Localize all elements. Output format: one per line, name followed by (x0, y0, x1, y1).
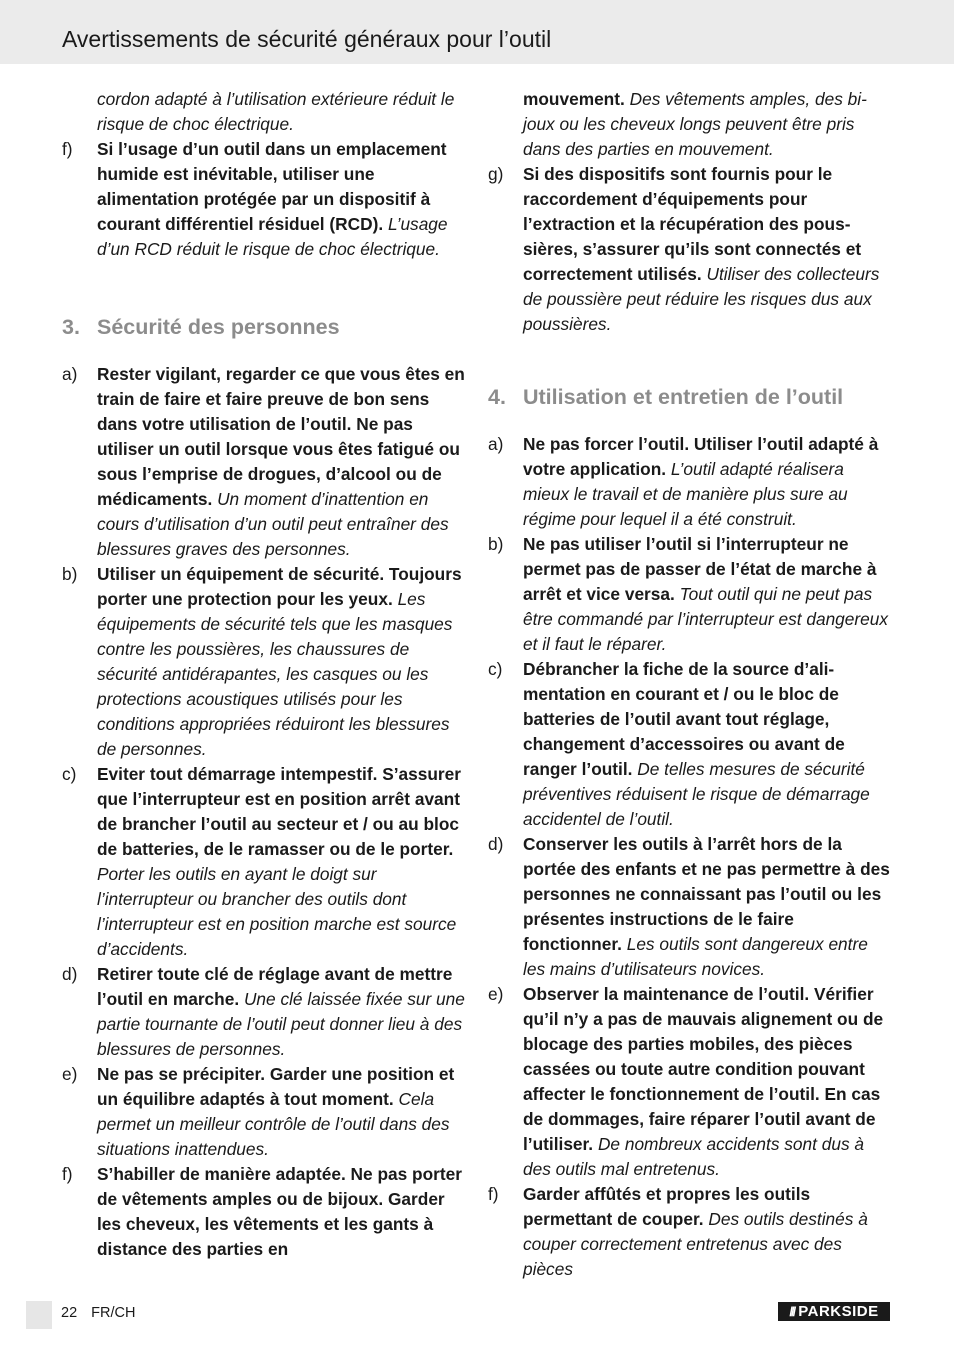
logo-stripes-icon: /// (789, 1304, 795, 1319)
paragraph-f: f) Si l’usage d’un outil dans un emplacement humide est inévitable, utiliser une alimentation protégée par un dispositif à courant différentiel résiduel (RCD). L’usage d’un RCD réduit le risque de choc électrique. (62, 139, 448, 259)
paragraph-b: b) Ne pas utiliser l’outil si l’interrupteur ne permet pas de passer de l’état de marche à arrêt et vice versa. Tout outil qui ne peut pas être commandé par l’interrupteur est dangereux et il faut le réparer. (488, 534, 889, 654)
footer-page-info (61, 1305, 135, 1321)
left-column (62, 87, 466, 1262)
paragraph-b: b) Utiliser un équipement de sécurité. Toujours porter une protection pour les yeux. Les équipements de sécurité tels que les masques contre les poussières, les chaussures de sécurité antidérapantes, les casques ou les protections acoustiques utilisés pour les conditions appropriées réduiront les blessures de personnes. (62, 564, 462, 759)
paragraph-g: g) Si des dispositifs sont fournis pour le raccordement d’équipements pour l’extraction et la récupération des poussières, s’assurer qu’ils sont connectés et correctement utilisés. Utiliser des collecteurs de poussière peut réduire les risques dus aux poussières. (488, 164, 880, 334)
language-code: FR/CH (91, 1305, 136, 1321)
paragraph-a: a) Rester vigilant, regarder ce que vous êtes en train de faire et faire preuve de bon sens dans votre utilisation de l’outil. Ne pas utiliser un outil lorsque vous êtes fatigué ou sous l’emprise de drogues, d’alcool ou de médicaments. Un moment d’inattention en cours d’utilisation d’un outil peut entraîner des blessures graves des personnes. (62, 364, 465, 559)
paragraph-f: f) Garder affûtés et propres les outils permettant de couper. Des outils destinés à couper correctement entretenus avec des pièces (488, 1184, 868, 1279)
paragraph-e: e) Ne pas se précipiter. Garder une position et un équilibre adaptés à tout moment. Cela permet un meilleur contrôle de l’outil dans des situations inattendues. (62, 1064, 455, 1159)
right-column (488, 87, 892, 1282)
paragraph-e: e) Observer la maintenance de l’outil. Vérifier qu’il n’y a pas de mauvais alignement ou de blocage des parties mobiles, des pièces cassées ou toute autre condition pouvant affecter le fonctionnement de l’outil. En cas de dommages, faire réparer l’outil avant de l’utiliser. De nombreux accidents sont dus à des outils mal entretenus. (488, 984, 884, 1179)
section-heading-4: 4. Utilisation et entretien de l’outil (488, 385, 844, 409)
section-heading-3: 3. Sécurité des personnes (62, 315, 340, 339)
page-title: Avertissements de sécurité généraux pour l’outil (62, 26, 552, 52)
paragraph-f2: f) S’habiller de manière adaptée. Ne pas porter de vêtements amples ou de bijoux. Garder les cheveux, les vêtements et les gants à distance des parties en (62, 1164, 462, 1259)
footer-grey-box (26, 1301, 52, 1329)
logo-text: PARKSIDE (798, 1303, 879, 1320)
paragraph-d: d) Retirer toute clé de réglage avant de mettre l’outil en marche. Une clé laissée fixée sur une partie tournante de l’outil peut donner lieu à des blessures de personnes. (62, 964, 465, 1059)
paragraph-a: a) Ne pas forcer l’outil. Utiliser l’outil adapté à votre application. L’outil adapté réalisera mieux le travail et de manière plus sure au régime pour lequel il a été construit. (488, 434, 879, 529)
paragraph-continued: mouvement. Des vêtements amples, des bijoux ou les cheveux longs peuvent être pris dans des parties en mouvement. (523, 89, 867, 159)
parkside-logo (778, 1302, 890, 1321)
paragraph-d: d) Conserver les outils à l’arrêt hors de la portée des enfants et ne pas permettre à des personnes ne connaissant pas l’outil ou les présentes instructions de le faire fonctionner. Les outils sont dangereux entre les mains d’utilisateurs novices. (488, 834, 890, 979)
paragraph-continued: cordon adapté à l’utilisation extérieure réduit le risque de choc électrique. (97, 89, 455, 134)
paragraph-c: c) Débrancher la fiche de la source d’alimentation en courant et / ou le bloc de batteries de l’outil avant tout réglage, changement d’accessoires ou avant de ranger l’outil. De telles mesures de sécurité préventives réduisent le risque de démarrage accidentel de l’outil. (488, 659, 870, 829)
paragraph-c: c) Eviter tout démarrage intempestif. S’assurer que l’interrupteur est en position arrêt avant de brancher l’outil au secteur et / ou au bloc de batteries, de le ramasser ou de le porter. Porter les outils en ayant le doigt sur l’interrupteur ou brancher des outils dont l’interrupteur est en position marche est source d’accidents. (62, 764, 461, 959)
page-number: 22 (61, 1305, 78, 1321)
page-header (0, 0, 954, 64)
